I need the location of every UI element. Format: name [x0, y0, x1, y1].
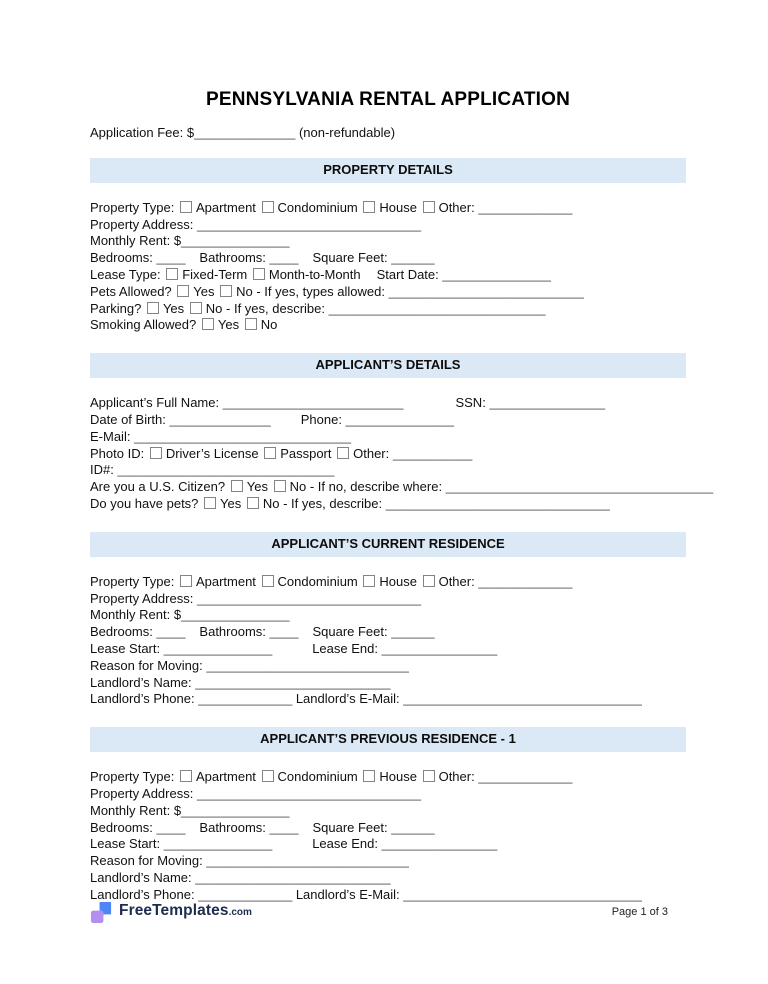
pr-lease-start-label: Lease Start:	[90, 836, 161, 852]
ad-phone-label: Phone:	[300, 411, 342, 427]
form-row	[90, 836, 686, 853]
pd-parking-no-label: No - If yes, describe:	[205, 300, 325, 316]
pr-sqft-field[interactable]: ______	[391, 819, 435, 835]
pd-bedrooms-field[interactable]: ____	[156, 250, 186, 266]
form-row	[90, 479, 714, 496]
section-title: APPLICANT’S CURRENT RESIDENCE	[271, 535, 505, 551]
ad-pets-describe-field[interactable]: _______________________________	[385, 495, 610, 511]
pr-landlord-email-label: Landlord’s E-Mail:	[295, 886, 400, 902]
pd-other-label: Other:	[438, 199, 475, 215]
cr-other-field[interactable]: _____________	[478, 573, 573, 589]
pr-landlord-name-label: Landlord’s Name:	[90, 869, 192, 885]
form-row	[90, 769, 686, 786]
cr-apartment-label: Apartment	[195, 573, 256, 589]
ad-ssn-field[interactable]: ________________	[489, 395, 606, 411]
cr-lease-end-label: Lease End:	[312, 640, 378, 656]
form-row	[90, 803, 686, 820]
ad-id-number-label: ID#:	[90, 462, 114, 478]
current-residence-section	[90, 557, 686, 727]
pr-rent-field[interactable]: _______________	[181, 802, 290, 818]
previous-residence-1-section	[90, 752, 686, 903]
pr-landlord-email-field[interactable]: _________________________________	[403, 886, 642, 902]
ad-phone-field[interactable]: _______________	[345, 411, 455, 427]
ad-email-label: E-Mail:	[90, 428, 131, 444]
pd-condominium-checkbox[interactable]	[262, 201, 274, 213]
form-row	[90, 412, 686, 429]
pr-bedrooms-label: Bedrooms:	[90, 819, 153, 835]
application-fee-row	[90, 125, 686, 142]
cr-lease-end-field[interactable]: ________________	[381, 640, 498, 656]
ad-pets-no-label: No - If yes, describe:	[262, 495, 383, 511]
pd-house-label: House	[379, 199, 417, 215]
form-row	[90, 641, 686, 658]
pd-parking-yes-label: Yes	[162, 300, 185, 316]
pd-rent-field[interactable]: _______________	[181, 233, 290, 249]
section-header-previous-residence-1	[90, 727, 686, 752]
pr-reason-label: Reason for Moving:	[90, 853, 203, 869]
form-row	[90, 217, 686, 234]
cr-rent-label: Monthly Rent: $	[90, 607, 182, 623]
cr-other-label: Other:	[438, 573, 475, 589]
pd-pets-no-label: No - If yes, types allowed:	[236, 283, 385, 299]
pd-month-to-month-label: Month-to-Month	[268, 266, 361, 282]
cr-address-label: Property Address:	[90, 590, 194, 606]
form-row	[90, 574, 686, 591]
form-row	[90, 233, 686, 250]
cr-condominium-checkbox[interactable]	[262, 575, 274, 587]
section-header-current-residence	[90, 532, 686, 557]
cr-reason-label: Reason for Moving:	[90, 657, 203, 673]
ad-citizen-label: Are you a U.S. Citizen?	[90, 479, 226, 495]
pd-parking-yes-checkbox[interactable]	[147, 302, 159, 314]
pd-start-date-field[interactable]: _______________	[442, 266, 551, 282]
cr-lease-start-field[interactable]: _______________	[163, 640, 273, 656]
form-row	[90, 429, 686, 446]
application-fee-label: Application Fee: $	[90, 125, 195, 140]
cr-apartment-checkbox[interactable]	[180, 575, 192, 587]
pr-rent-label: Monthly Rent: $	[90, 802, 182, 818]
ad-pets-yes-label: Yes	[220, 495, 242, 511]
pd-property-type-label: Property Type:	[90, 199, 175, 215]
pd-pets-yes-checkbox[interactable]	[177, 285, 189, 297]
pd-bathrooms-field[interactable]: ____	[269, 250, 299, 266]
pd-fixed-term-label: Fixed-Term	[182, 266, 248, 282]
section-title: PROPERTY DETAILS	[323, 161, 453, 177]
cr-address-field[interactable]: _______________________________	[196, 590, 422, 606]
pd-pets-allowed-label: Pets Allowed?	[90, 283, 172, 299]
pd-pets-types-field[interactable]: ___________________________	[388, 283, 584, 299]
freetemplates-logo	[90, 901, 252, 924]
cr-sqft-label: Square Feet:	[312, 624, 388, 640]
freetemplates-logo-icon	[90, 901, 113, 924]
cr-rent-field[interactable]: _______________	[181, 607, 290, 623]
form-row	[90, 317, 686, 334]
pr-address-field[interactable]: _______________________________	[196, 785, 422, 801]
form-row	[90, 301, 686, 318]
ad-full-name-label: Applicant’s Full Name:	[90, 395, 220, 411]
section-title: APPLICANT’S PREVIOUS RESIDENCE - 1	[260, 731, 516, 747]
pd-lease-type-label: Lease Type:	[90, 266, 161, 282]
pd-bedrooms-label: Bedrooms:	[90, 250, 153, 266]
form-row	[90, 691, 686, 708]
cr-condominium-label: Condominium	[277, 573, 358, 589]
section-header-applicant-details	[90, 353, 686, 378]
pd-bathrooms-label: Bathrooms:	[199, 250, 266, 266]
ad-citizen-yes-checkbox[interactable]	[231, 480, 243, 492]
pr-lease-end-label: Lease End:	[312, 836, 378, 852]
ad-drivers-license-checkbox[interactable]	[150, 447, 162, 459]
pr-reason-field[interactable]: ____________________________	[206, 853, 409, 869]
pd-start-date-label: Start Date:	[376, 266, 439, 282]
applicant-details-section	[90, 378, 714, 532]
form-row	[90, 462, 686, 479]
pr-other-field[interactable]: _____________	[478, 769, 573, 785]
form-row	[90, 250, 686, 267]
pd-smoking-yes-label: Yes	[217, 317, 240, 333]
pd-smoking-no-checkbox[interactable]	[245, 318, 257, 330]
form-row	[90, 624, 686, 641]
ad-id-number-field[interactable]: ______________________________	[117, 462, 335, 478]
brand-name: FreeTemplates	[119, 902, 229, 920]
pr-condominium-checkbox[interactable]	[262, 770, 274, 782]
cr-bedrooms-field[interactable]: ____	[156, 624, 186, 640]
form-row	[90, 607, 686, 624]
pr-other-checkbox[interactable]	[423, 770, 435, 782]
pr-lease-end-field[interactable]: ________________	[381, 836, 498, 852]
ad-dob-field[interactable]: ______________	[169, 411, 271, 427]
ad-pets-yes-checkbox[interactable]	[204, 497, 216, 509]
cr-sqft-field[interactable]: ______	[391, 624, 435, 640]
cr-house-checkbox[interactable]	[363, 575, 375, 587]
ad-photo-other-label: Other:	[353, 445, 390, 461]
ad-pets-no-checkbox[interactable]	[247, 497, 259, 509]
ad-have-pets-label: Do you have pets?	[90, 495, 199, 511]
ad-citizen-where-field[interactable]: _____________________________________	[445, 479, 714, 495]
ad-photo-other-checkbox[interactable]	[337, 447, 349, 459]
form-row	[90, 658, 686, 675]
pd-smoking-no-label: No	[260, 317, 278, 333]
cr-landlord-name-field[interactable]: ___________________________	[195, 674, 391, 690]
page-footer	[90, 901, 668, 924]
pr-landlord-phone-label: Landlord’s Phone:	[90, 886, 195, 902]
ad-photo-id-label: Photo ID:	[90, 445, 145, 461]
pr-other-label: Other:	[438, 769, 475, 785]
page-title: PENNSYLVANIA RENTAL APPLICATION	[205, 89, 571, 110]
pr-condominium-label: Condominium	[277, 769, 358, 785]
ad-photo-other-field[interactable]: ___________	[392, 445, 473, 461]
form-row	[90, 446, 686, 463]
pd-pets-no-checkbox[interactable]	[220, 285, 232, 297]
pr-bathrooms-label: Bathrooms:	[199, 819, 266, 835]
section-header-property-details	[90, 158, 686, 183]
ad-ssn-label: SSN:	[455, 395, 486, 411]
pr-house-label: House	[379, 769, 417, 785]
cr-property-type-label: Property Type:	[90, 573, 175, 589]
form-row	[90, 675, 686, 692]
pd-smoking-label: Smoking Allowed?	[90, 317, 197, 333]
cr-bedrooms-label: Bedrooms:	[90, 624, 153, 640]
cr-house-label: House	[379, 573, 417, 589]
pd-address-field[interactable]: _______________________________	[196, 216, 422, 232]
pd-parking-label: Parking?	[90, 300, 142, 316]
form-row	[90, 786, 686, 803]
ad-citizen-no-checkbox[interactable]	[274, 480, 286, 492]
pd-fixed-term-checkbox[interactable]	[166, 268, 178, 280]
pr-property-type-label: Property Type:	[90, 769, 175, 785]
pr-apartment-checkbox[interactable]	[180, 770, 192, 782]
pd-rent-label: Monthly Rent: $	[90, 233, 182, 249]
application-fee-field[interactable]: ______________	[194, 125, 296, 140]
cr-landlord-phone-label: Landlord’s Phone:	[90, 691, 195, 707]
property-details-section	[90, 183, 686, 353]
form-row	[90, 395, 686, 412]
form-row	[90, 591, 686, 608]
page-number: Page 1 of 3	[611, 906, 668, 919]
ad-dob-label: Date of Birth:	[90, 411, 166, 427]
pd-other-field[interactable]: _____________	[478, 199, 573, 215]
brand-suffix: .com	[228, 907, 252, 919]
form-row	[90, 870, 686, 887]
cr-landlord-name-label: Landlord’s Name:	[90, 674, 192, 690]
pr-address-label: Property Address:	[90, 785, 194, 801]
form-row	[90, 267, 686, 284]
ad-passport-checkbox[interactable]	[264, 447, 276, 459]
cr-other-checkbox[interactable]	[423, 575, 435, 587]
cr-lease-start-label: Lease Start:	[90, 640, 161, 656]
ad-drivers-license-label: Driver’s License	[165, 445, 259, 461]
form-row	[90, 200, 686, 217]
pr-house-checkbox[interactable]	[363, 770, 375, 782]
ad-citizen-no-label: No - If no, describe where:	[289, 479, 443, 495]
form-row	[90, 820, 686, 837]
cr-landlord-email-label: Landlord’s E-Mail:	[295, 691, 400, 707]
pd-condominium-label: Condominium	[277, 199, 358, 215]
cr-landlord-email-field[interactable]: _________________________________	[403, 691, 642, 707]
pr-landlord-phone-field[interactable]: _____________	[198, 886, 293, 902]
pr-sqft-label: Square Feet:	[312, 819, 388, 835]
form-row	[90, 284, 686, 301]
form-row	[90, 853, 686, 870]
pr-bathrooms-field[interactable]: ____	[269, 819, 299, 835]
ad-passport-label: Passport	[280, 445, 332, 461]
pr-apartment-label: Apartment	[195, 769, 256, 785]
pd-parking-no-checkbox[interactable]	[190, 302, 202, 314]
form-row	[90, 496, 686, 513]
pd-parking-describe-field[interactable]: ______________________________	[328, 300, 546, 316]
application-fee-note: (non-refundable)	[298, 125, 396, 140]
pr-landlord-name-field[interactable]: ___________________________	[195, 869, 391, 885]
pd-address-label: Property Address:	[90, 216, 194, 232]
pr-lease-start-field[interactable]: _______________	[163, 836, 273, 852]
pd-house-checkbox[interactable]	[363, 201, 375, 213]
pd-smoking-yes-checkbox[interactable]	[202, 318, 214, 330]
cr-bathrooms-label: Bathrooms:	[199, 624, 266, 640]
pd-apartment-checkbox[interactable]	[180, 201, 192, 213]
ad-email-field[interactable]: ______________________________	[134, 428, 351, 444]
pd-month-to-month-checkbox[interactable]	[253, 268, 265, 280]
cr-reason-field[interactable]: ____________________________	[206, 657, 409, 673]
pd-sqft-label: Square Feet:	[312, 250, 388, 266]
pd-apartment-label: Apartment	[195, 199, 256, 215]
cr-bathrooms-field[interactable]: ____	[269, 624, 299, 640]
pd-sqft-field[interactable]: ______	[391, 250, 435, 266]
section-title: APPLICANT’S DETAILS	[315, 357, 461, 373]
cr-landlord-phone-field[interactable]: _____________	[198, 691, 293, 707]
pd-pets-yes-label: Yes	[193, 283, 215, 299]
pd-other-checkbox[interactable]	[423, 201, 435, 213]
pr-bedrooms-field[interactable]: ____	[156, 819, 186, 835]
ad-full-name-field[interactable]: _________________________	[222, 395, 404, 411]
ad-citizen-yes-label: Yes	[246, 479, 268, 495]
